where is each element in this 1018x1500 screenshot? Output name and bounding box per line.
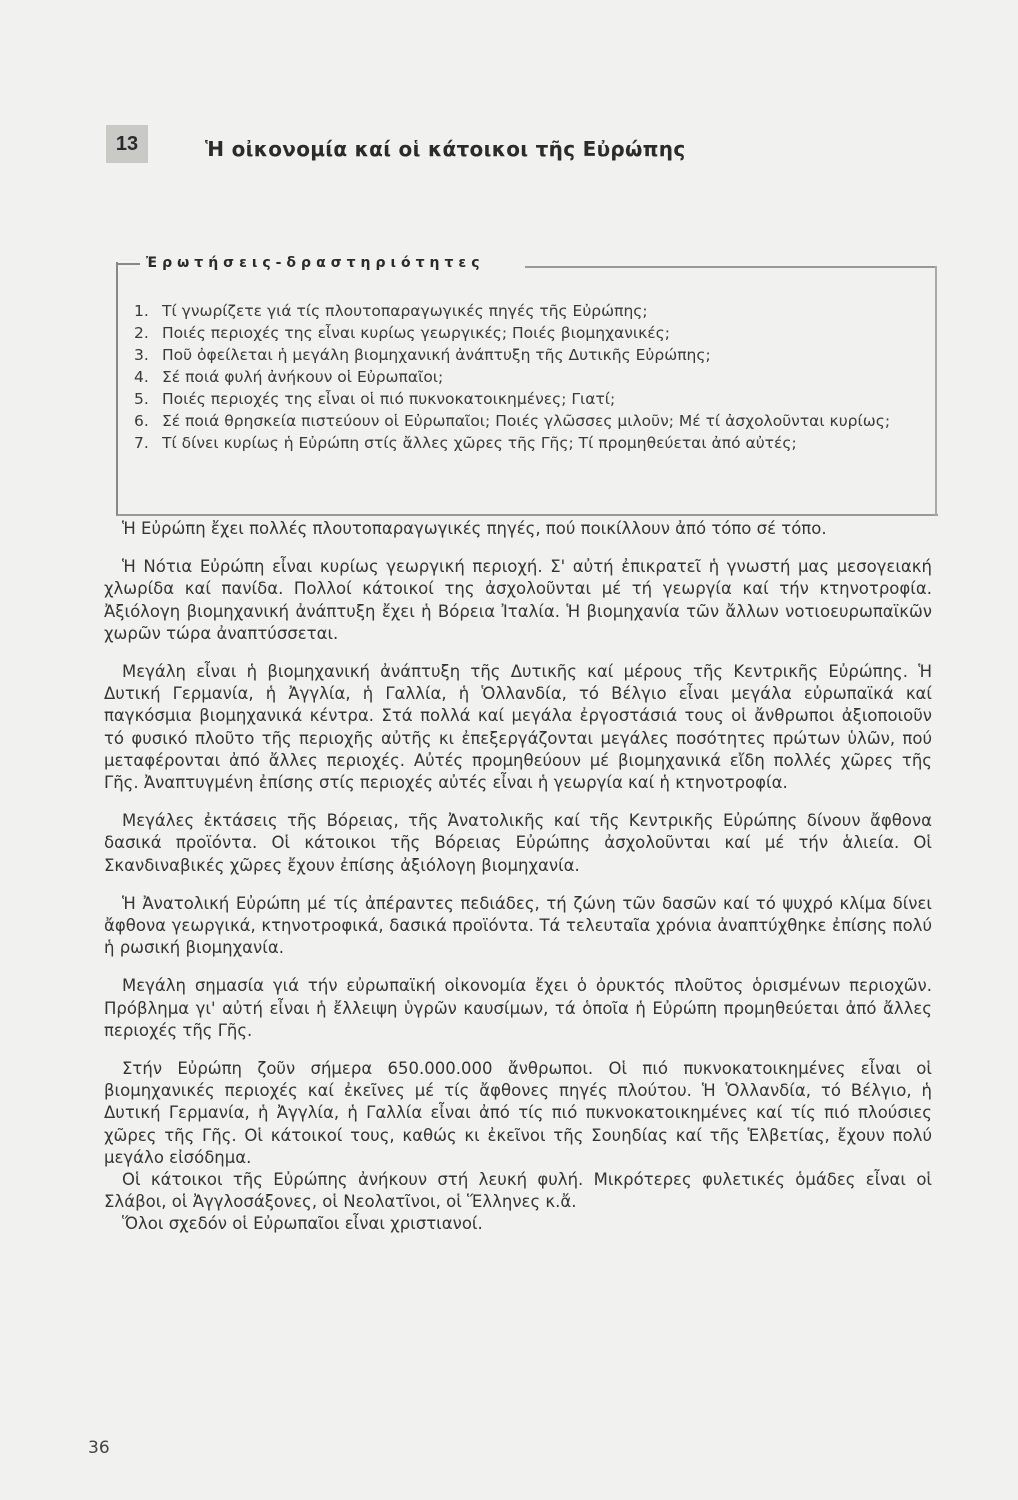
question-text: Ποῦ ὀφείλεται ἡ μεγάλη βιομηχανική ἀνάπτυξη τῆς Δυτικῆς Εὐρώπης;	[162, 346, 711, 364]
question-number: 4.	[134, 368, 149, 386]
question-number: 2.	[134, 324, 149, 342]
question-item	[134, 300, 924, 322]
paragraph: Μεγάλη εἶναι ἡ βιομηχανική ἀνάπτυξη τῆς Δυτικῆς καί μέρους τῆς Κεντρικῆς Εὐρώπης. Ἡ Δυτική Γερμανία, ἡ Ἀγγλία, ἡ Γαλλία, ἡ Ὁλλανδία, τό Βέλγιο εἶναι μεγάλα εὐρωπαϊκά καί παγκόσμια βιομηχανικά κέντρα. Στά πολλά καί μεγάλα ἐργοστάσιά τους οἱ ἄνθρωποι ἀξιοποιοῦν τό φυσικό πλοῦτο τῆς περιοχῆς αὐτῆς κι ἐπεξεργάζονται μεγάλες ποσότητες πρώτων ὑλῶν, πού μεταφέρονται ἀπό ἄλλες περιοχές. Αὐτές προμηθεύουν μέ βιομηχανικά εἴδη πολλές χῶρες τῆς Γῆς. Ἀναπτυγμένη ἐπίσης στίς περιοχές αὐτές εἶναι ἡ γεωργία καί ἡ κτηνοτροφία.	[104, 662, 932, 793]
question-item	[134, 366, 924, 388]
question-item	[134, 322, 924, 344]
page-number: 36	[88, 1438, 110, 1458]
question-number: 6.	[134, 412, 149, 430]
question-text: Τί δίνει κυρίως ἡ Εὐρώπη στίς ἄλλες χῶρες τῆς Γῆς; Τί προμηθεύεται ἀπό αὐτές;	[162, 434, 797, 452]
question-number: 7.	[134, 434, 149, 452]
questions-box-heading: Ἐρωτήσεις-δραστηριότητες	[146, 255, 497, 271]
question-item	[134, 410, 924, 432]
paragraph: Ἡ Ἀνατολική Εὐρώπη μέ τίς ἀπέραντες πεδιάδες, τή ζώνη τῶν δασῶν καί τό ψυχρό κλίμα δίνει ἄφθονα γεωργικά, κτηνοτροφικά, δασικά προϊόντα. Τά τελευταῖα χρόνια ἀναπτύχθηκε ἐπίσης πολύ ἡ ρωσική βιομηχανία.	[104, 893, 932, 958]
paragraph: Οἱ κάτοικοι τῆς Εὐρώπης ἀνήκουν στή λευκή φυλή. Μικρότερες φυλετικές ὁμάδες εἶναι οἱ Σλάβοι, οἱ Ἀγγλοσάξονες, οἱ Νεολατῖνοι, οἱ Ἕλληνες κ.ἄ.	[104, 1170, 932, 1212]
question-number: 1.	[134, 302, 149, 320]
question-text: Σέ ποιά φυλή ἀνήκουν οἱ Εὐρωπαῖοι;	[162, 368, 444, 386]
paragraph: Ἡ Εὐρώπη ἔχει πολλές πλουτοπαραγωγικές πηγές, πού ποικίλλουν ἀπό τόπο σέ τόπο.	[122, 519, 827, 538]
paragraph: Στήν Εὐρώπη ζοῦν σήμερα 650.000.000 ἄνθρωποι. Οἱ πιό πυκνοκατοικημένες εἶναι οἱ βιομηχανικές περιοχές καί ἐκεῖνες μέ τίς ἄφθονες πηγές πλούτου. Ἡ Ὁλλανδία, τό Βέλγιο, ἡ Δυτική Γερμανία, ἡ Ἀγγλία, ἡ Γαλλία εἶναι ἀπό τίς πιό πυκνοκατοικημένες καί τίς πιό πλούσιες χῶρες τῆς Γῆς. Οἱ κάτοικοί τους, καθώς κι ἐκεῖνοι τῆς Σουηδίας καί τῆς Ἑλβετίας, ἔχουν πολύ μεγάλο εἰσόδημα.	[104, 1059, 932, 1167]
question-item	[134, 344, 924, 366]
question-text: Σέ ποιά θρησκεία πιστεύουν οἱ Εὐρωπαῖοι; Ποιές γλῶσσες μιλοῦν; Μέ τί ἀσχολοῦνται κυρίως;	[162, 412, 891, 430]
question-text: Τί γνωρίζετε γιά τίς πλουτοπαραγωγικές πηγές τῆς Εὐρώπης;	[162, 302, 648, 320]
paragraph: Μεγάλη σημασία γιά τήν εὐρωπαϊκή οἰκονομία ἔχει ὁ ὀρυκτός πλοῦτος ὁρισμένων περιοχῶν. Πρόβλημα γι' αὐτή εἶναι ἡ ἔλλειψη ὑγρῶν καυσίμων, τά ὁποῖα ἡ Εὐρώπη προμηθεύεται ἀπό ἄλλες περιοχές τῆς Γῆς.	[104, 976, 932, 1040]
question-item	[134, 388, 924, 410]
questions-box-rule-right	[525, 266, 937, 268]
question-number: 3.	[134, 346, 149, 364]
body-text	[104, 518, 932, 1236]
chapter-title: Ἡ οἰκονομία καί οἱ κάτοικοι τῆς Εὐρώπης	[205, 137, 686, 161]
paragraph: Μεγάλες ἐκτάσεις τῆς Βόρειας, τῆς Ἀνατολικῆς καί τῆς Κεντρικῆς Εὐρώπης δίνουν ἄφθονα δασικά προϊόντα. Οἱ κάτοικοι τῆς Βόρειας Εὐρώπης ἀσχολοῦνται καί μέ τήν ἁλιεία. Οἱ Σκανδιναβικές χῶρες ἔχουν ἐπίσης ἀξιόλογη βιομηχανία.	[104, 811, 932, 875]
questions-box-side-right	[935, 266, 937, 516]
paragraph: Ἡ Νότια Εὐρώπη εἶναι κυρίως γεωργική περιοχή. Σ' αὐτή ἐπικρατεῖ ἡ γνωστή μας μεσογειακή χλωρίδα καί πανίδα. Πολλοί κάτοικοί της ἀσχολοῦνται μέ τή γεωργία καί τήν κτηνοτροφία. Ἀξιόλογη βιομηχανική ἀνάπτυξη ἔχει ἡ Βόρεια Ἰταλία. Ἡ βιομηχανία τῶν ἄλλων νοτιοευρωπαϊκῶν χωρῶν τώρα ἀναπτύσσεται.	[104, 557, 932, 643]
question-item	[134, 432, 924, 454]
chapter-number-badge: 13	[106, 125, 148, 163]
question-number: 5.	[134, 390, 149, 408]
question-text: Ποιές περιοχές της εἶναι κυρίως γεωργικές; Ποιές βιομηχανικές;	[162, 324, 671, 342]
paragraph: Ὅλοι σχεδόν οἱ Εὐρωπαῖοι εἶναι χριστιανοί.	[122, 1214, 483, 1234]
question-text: Ποιές περιοχές της εἶναι οἱ πιό πυκνοκατοικημένες; Γιατί;	[162, 390, 616, 408]
questions-box-rule-left	[116, 263, 140, 265]
questions-list	[134, 300, 924, 454]
